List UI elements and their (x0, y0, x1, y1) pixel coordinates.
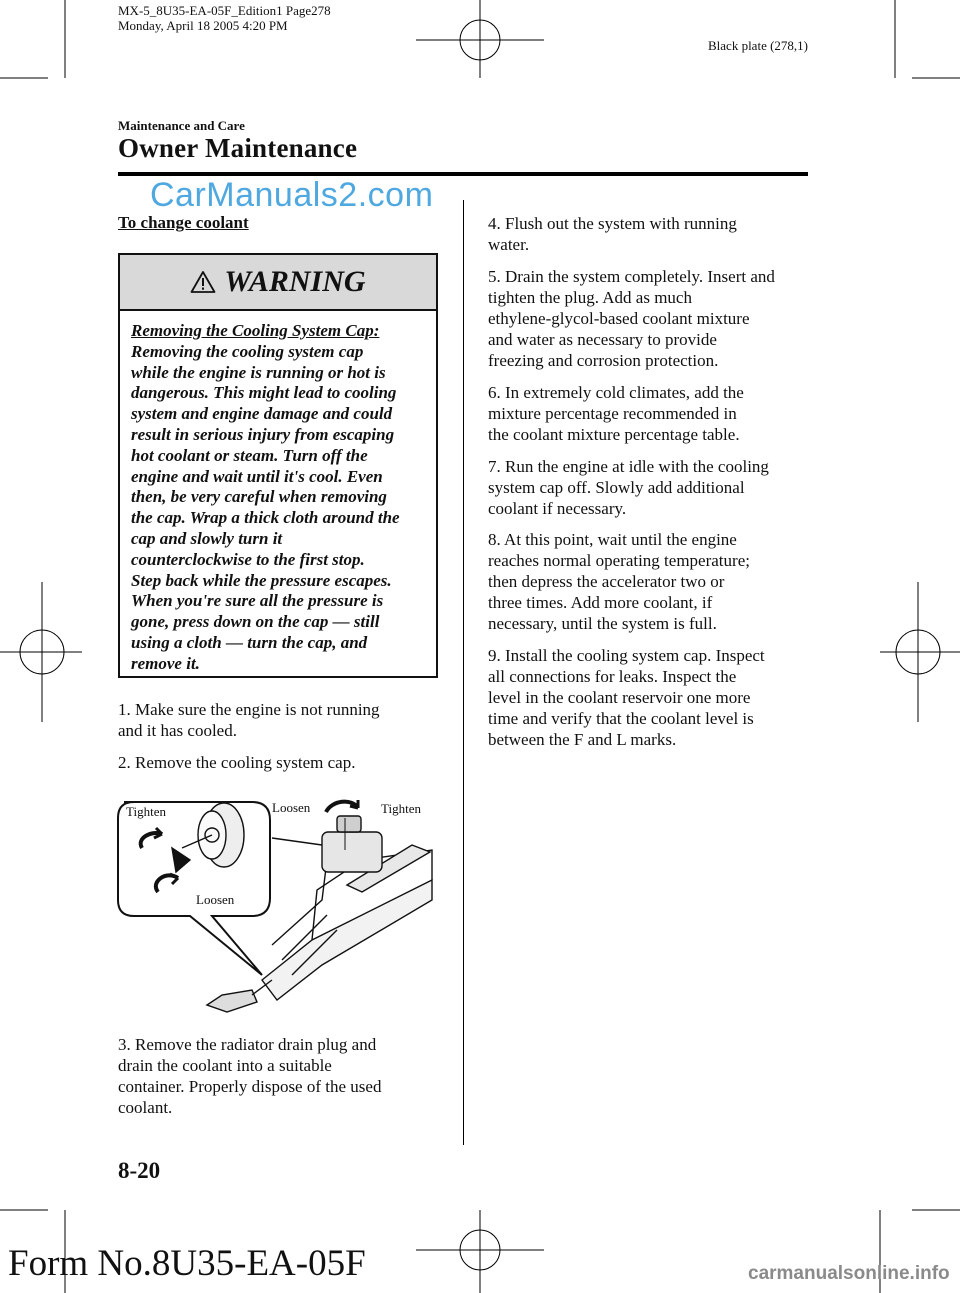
warning-box (118, 253, 438, 678)
warning-line: then, be very careful when removing (131, 487, 387, 507)
warning-line: When you're sure all the pressure is (131, 591, 384, 611)
warning-header (120, 255, 436, 311)
figure-label-loosen-left: Loosen (196, 892, 235, 907)
warning-line: counterclockwise to the first stop. (131, 549, 365, 569)
section-label: Maintenance and Care (118, 118, 245, 133)
step-1: 1. Make sure the engine is not running and it has cooled. (118, 700, 380, 740)
figure-label-loosen-right: Loosen (272, 800, 311, 815)
subheading-change-coolant: To change coolant (118, 213, 249, 232)
column-divider (463, 200, 464, 1145)
warning-line: while the engine is running or hot is (131, 362, 386, 382)
print-file-line: MX-5_8U35-EA-05F_Edition1 Page278 (118, 3, 331, 18)
page-number: 8-20 (118, 1158, 161, 1183)
page-title: Owner Maintenance (118, 133, 358, 163)
warning-line: Removing the cooling system cap (131, 341, 364, 361)
figure-label-tighten-right: Tighten (381, 801, 421, 816)
step-8: 8. At this point, wait until the engine reaches normal operating temperature; then depress the accelerator two or three times. Add more coolant, if necessary, until the system is full. (488, 530, 750, 633)
warning-triangle-icon (190, 270, 216, 294)
warning-text (120, 311, 436, 675)
warning-line: result in serious injury from escaping (131, 424, 395, 444)
warning-line: Step back while the pressure escapes. (131, 570, 392, 590)
step-7: 7. Run the engine at idle with the cooling system cap off. Slowly add additional coolant if necessary. (488, 457, 769, 518)
warning-line: hot coolant or steam. Turn off the (131, 445, 368, 465)
step-6: 6. In extremely cold climates, add the mixture percentage recommended in the coolant mixture percentage table. (488, 383, 744, 444)
print-date-line: Monday, April 18 2005 4:20 PM (118, 18, 288, 33)
warning-line: gone, press down on the cap — still (131, 612, 380, 632)
figure-label-tighten-left: Tighten (126, 804, 166, 819)
warning-line: engine and wait until it's cool. Even (131, 466, 383, 486)
form-number: Form No.8U35-EA-05F (8, 1243, 366, 1284)
warning-line: cap and slowly turn it (131, 528, 283, 548)
step-3: 3. Remove the radiator drain plug and drain the coolant into a suitable container. Properly dispose of the used coolant. (118, 1035, 382, 1117)
warning-line: dangerous. This might lead to cooling (131, 383, 397, 403)
warning-line: using a cloth — turn the cap, and (131, 632, 368, 652)
plate-label: Black plate (278,1) (708, 38, 808, 53)
step-2: 2. Remove the cooling system cap. (118, 753, 356, 772)
watermark-bottom: carmanualsonline.info (748, 1263, 950, 1284)
warning-lead: Removing the Cooling System Cap: (131, 321, 380, 340)
watermark-top: CarManuals2.com (150, 176, 434, 214)
step-4: 4. Flush out the system with running water. (488, 214, 737, 254)
warning-line: the cap. Wrap a thick cloth around the (131, 508, 400, 528)
warning-line: system and engine damage and could (131, 404, 393, 424)
step-5: 5. Drain the system completely. Insert and tighten the plug. Add as much ethylene-glycol-based coolant mixture and water as necessary to provide freezing and corrosion protection. (488, 267, 775, 370)
warning-label: WARNING (224, 265, 366, 298)
cooling-cap-figure (112, 790, 442, 1020)
step-9: 9. Install the cooling system cap. Inspect all connections for leaks. Inspect the level in the coolant reservoir one more time and verify that the coolant level is between the F and L marks. (488, 646, 765, 749)
warning-line: remove it. (131, 653, 200, 673)
